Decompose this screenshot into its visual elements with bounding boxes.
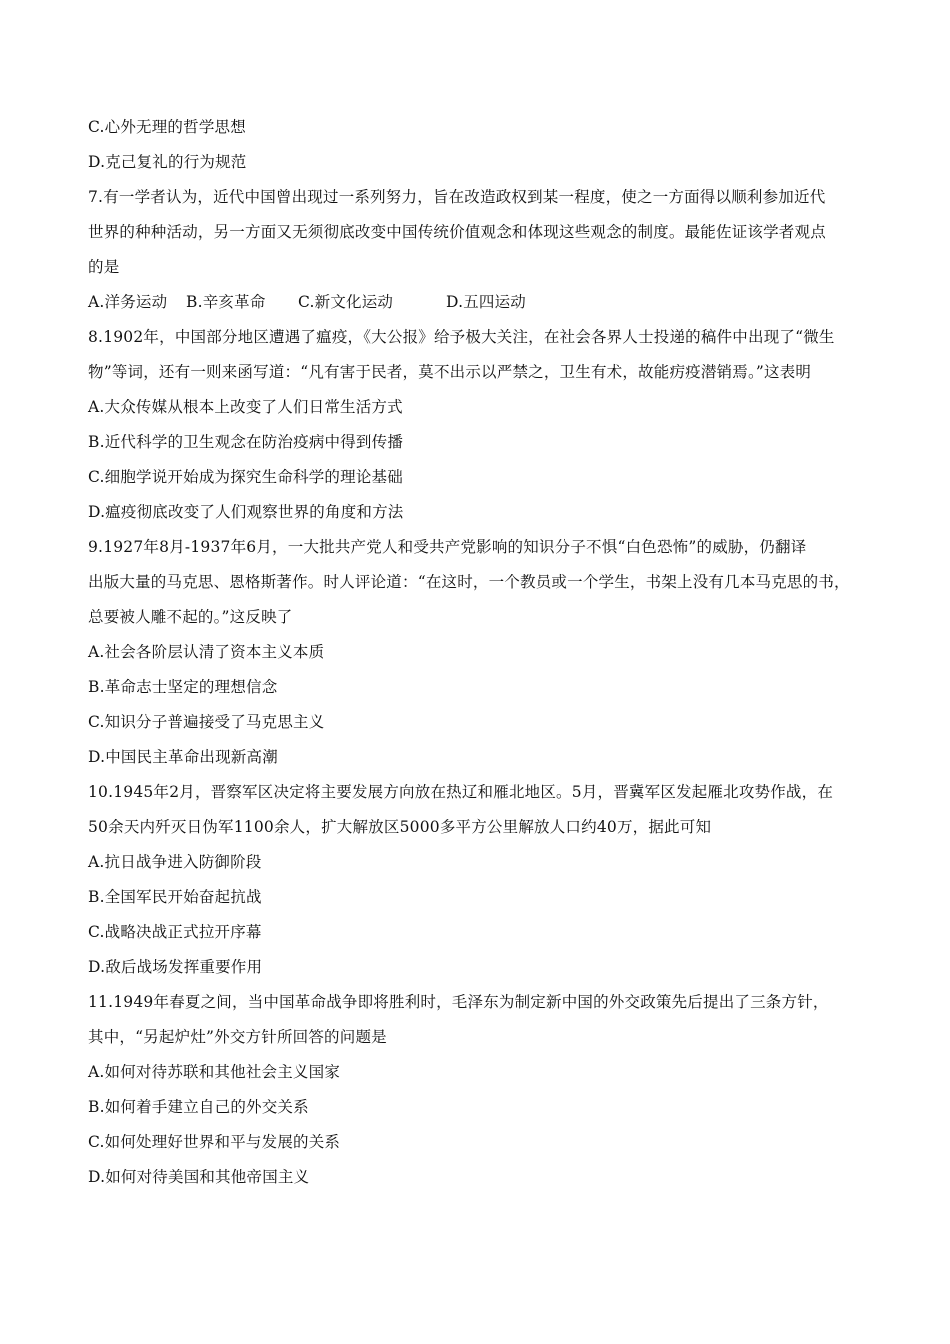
q11-stem-line1: 11.1949年春夏之间，当中国革命战争即将胜利时，毛泽东为制定新中国的外交政策先后提出了三条方针， <box>88 993 829 1011</box>
q10-option-d: D.敌后战场发挥重要作用 <box>88 958 263 976</box>
q6-option-c: C.心外无理的哲学思想 <box>88 118 246 136</box>
q8-option-b: B.近代科学的卫生观念在防治疫病中得到传播 <box>88 433 404 451</box>
q8-stem-line2: 物”等词，还有一则来函写道：“凡有害于民者，莫不出示以严禁之，卫生有术，故能疠疫潜销焉。”这表明 <box>88 363 812 381</box>
q10-option-a: A.抗日战争进入防御阶段 <box>88 853 262 871</box>
q10-option-b: B.全国军民开始奋起抗战 <box>88 888 262 906</box>
q8-option-a: A.大众传媒从根本上改变了人们日常生活方式 <box>88 398 403 416</box>
q9-stem-line3: 总要被人雕不起的。”这反映了 <box>88 608 293 626</box>
q11-option-a: A.如何对待苏联和其他社会主义国家 <box>88 1063 341 1081</box>
q10-option-c: C.战略决战正式拉开序幕 <box>88 923 262 941</box>
q11-stem-line2: 其中，“另起炉灶”外交方针所回答的问题是 <box>88 1028 387 1046</box>
q9-option-d: D.中国民主革命出现新高潮 <box>88 748 278 766</box>
q10-stem-line2: 50余天内歼灭日伪军1100余人，扩大解放区5000多平方公里解放人口约40万，据此可知 <box>88 818 712 836</box>
q10-stem-line1: 10.1945年2月，晋察军区决定将主要发展方向放在热辽和雁北地区。5月，晋冀军区发起雁北攻势作战，在 <box>88 783 834 801</box>
q9-option-a: A.社会各阶层认清了资本主义本质 <box>88 643 325 661</box>
q9-option-c: C.知识分子普遍接受了马克思主义 <box>88 713 325 731</box>
q8-stem-line1: 8.1902年，中国部分地区遭遇了瘟疫，《大公报》给予极大关注，在社会各界人士投递的稿件中出现了“微生 <box>88 328 835 346</box>
q9-option-b: B.革命志士坚定的理想信念 <box>88 678 278 696</box>
q6-option-d: D.克己复礼的行为规范 <box>88 153 247 171</box>
q7-option-b: B.辛亥革命 <box>186 293 266 311</box>
q7-options-row <box>88 285 868 320</box>
exam-page <box>88 110 868 1195</box>
q9-stem-line2: 出版大量的马克思、恩格斯著作。时人评论道：“在这时，一个教员或一个学生，书架上没有几本马克思的书， <box>88 573 850 591</box>
q7-stem-line3: 的是 <box>88 258 120 276</box>
q7-stem-line1: 7.有一学者认为，近代中国曾出现过一系列努力，旨在改造政权到某一程度，使之一方面得以顺利参加近代 <box>88 188 826 206</box>
q7-option-d: D.五四运动 <box>446 293 527 311</box>
q8-option-d: D.瘟疫彻底改变了人们观察世界的角度和方法 <box>88 503 404 521</box>
q7-option-c: C.新文化运动 <box>298 293 394 311</box>
q8-option-c: C.细胞学说开始成为探究生命科学的理论基础 <box>88 468 403 486</box>
q11-option-d: D.如何对待美国和其他帝国主义 <box>88 1168 310 1186</box>
q9-stem-line1: 9.1927年8月-1937年6月，一大批共产党人和受共产党影响的知识分子不惧“白色恐怖”的威胁，仍翻译 <box>88 538 807 556</box>
q11-option-b: B.如何着手建立自己的外交关系 <box>88 1098 309 1116</box>
q7-stem-line2: 世界的种种活动，另一方面又无须彻底改变中国传统价值观念和体现这些观念的制度。最能佐证该学者观点 <box>88 223 826 241</box>
q7-option-a: A.洋务运动 <box>88 293 168 311</box>
q11-option-c: C.如何处理好世界和平与发展的关系 <box>88 1133 341 1151</box>
